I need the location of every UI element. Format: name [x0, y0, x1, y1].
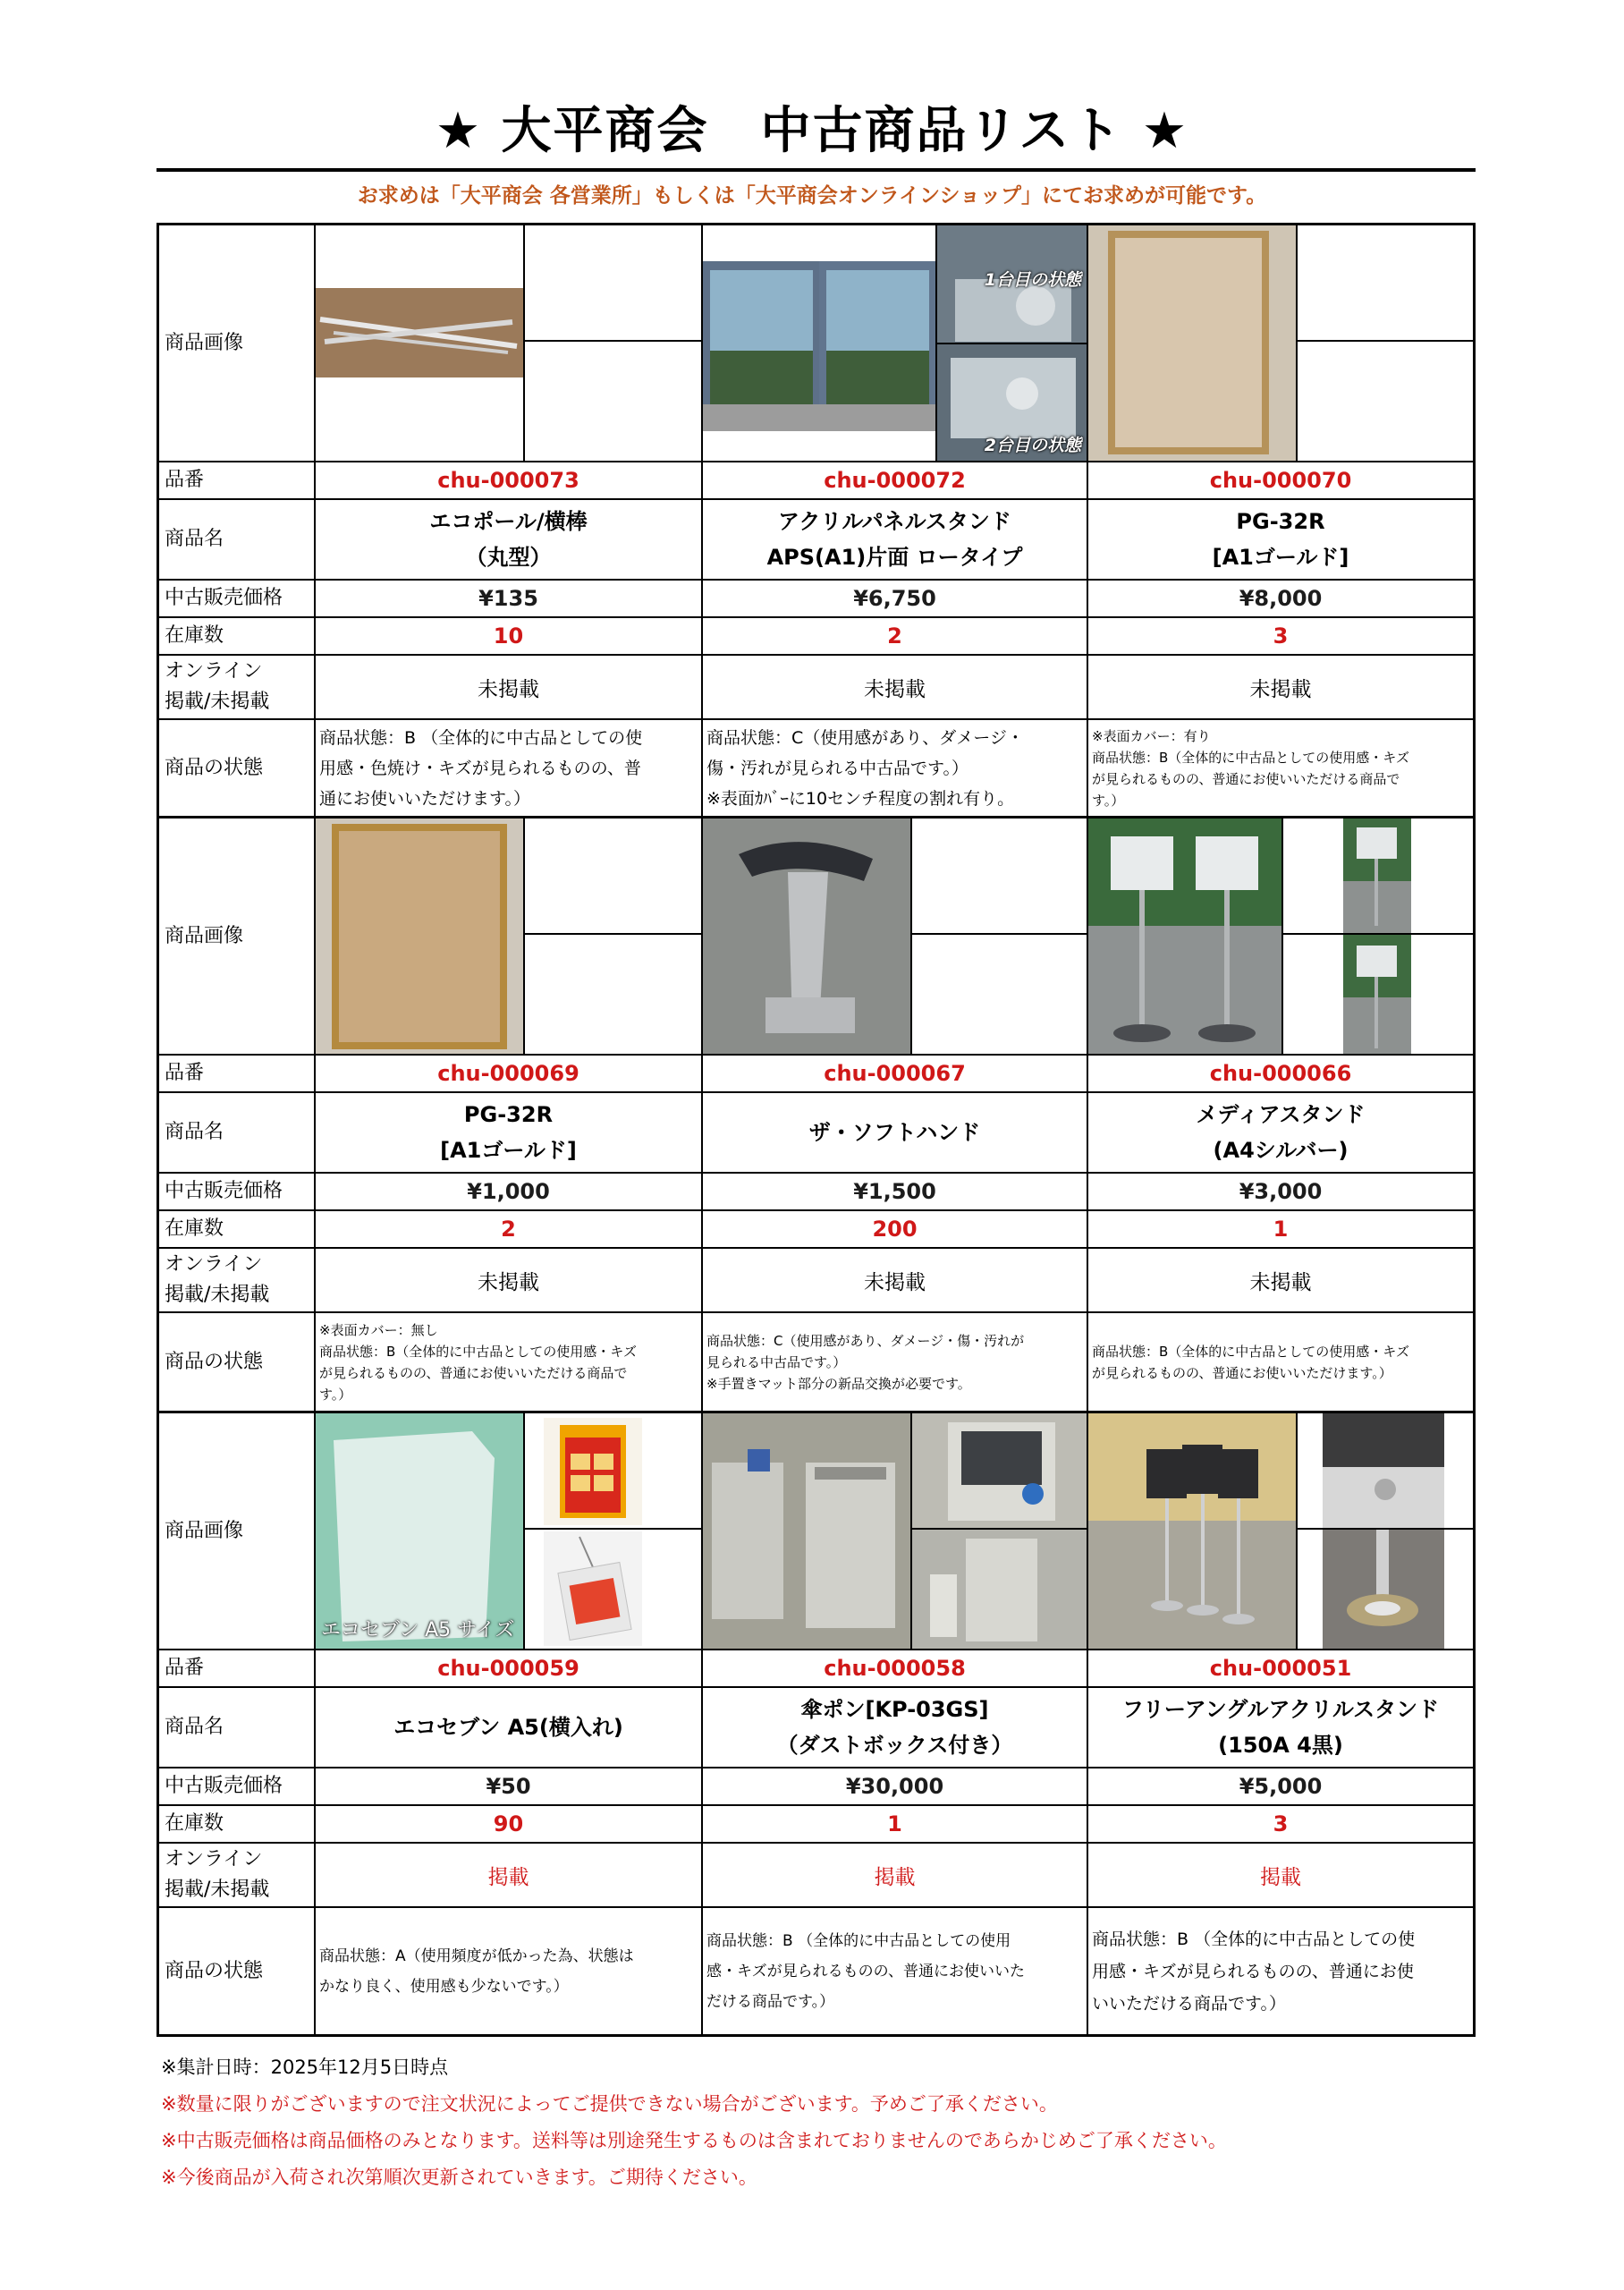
label-stock: 在庫数: [159, 1805, 315, 1843]
product-online-status: 未掲載: [702, 655, 1087, 719]
label-name: 商品名: [159, 1092, 315, 1173]
product-name: [315, 499, 702, 580]
label-price: 中古販売価格: [159, 580, 315, 617]
product-image-cell: [315, 818, 702, 1055]
condition-line: 通にお使いいただけます。）: [319, 788, 530, 809]
page-subtitle: お求めは「大平商会 各営業所」もしくは「大平商会オンラインショップ」にてお求めが可能です。: [357, 184, 1267, 208]
condition-line: ※表面ｶﾊﾞｰに10センチ程度の割れ有り。: [706, 788, 1015, 809]
product-online-status: 掲載: [702, 1843, 1087, 1907]
condition-line: 感・キズが見られるものの、普通にお使いいた: [706, 1962, 1025, 1980]
condition-line: 商品状態：B（全体的に中古品としての使用感・キズ: [319, 1343, 637, 1360]
condition-line: が見られるものの、普通にお使いいただけます。）: [1092, 1364, 1392, 1381]
product-name-line: エコセブン A5(横入れ): [393, 1715, 623, 1740]
label-image: 商品画像: [159, 818, 315, 1055]
label-online-line1: オンライン: [165, 1253, 263, 1276]
note-updates: ※今後商品が入荷され次第順次更新されていきます。ご期待ください。: [161, 2167, 757, 2188]
product-price: ¥8,000: [1087, 580, 1473, 617]
product-price: ¥30,000: [702, 1768, 1087, 1805]
product-condition: [1087, 1907, 1473, 2034]
product-photo: [1323, 1413, 1444, 1528]
product-name-line: (150A 4黒): [1218, 1733, 1343, 1758]
product-image-cell: [702, 818, 1087, 1055]
product-image-cell: [702, 225, 1087, 462]
label-online: [159, 655, 315, 719]
product-name: [1087, 1687, 1473, 1768]
product-image-cell: [1087, 225, 1473, 462]
product-photo: [1088, 818, 1281, 1055]
product-photo: [544, 1531, 642, 1646]
condition-line: 見られる中古品です。）: [706, 1353, 847, 1370]
product-stock: 2: [702, 617, 1087, 655]
product-photo: [937, 225, 1087, 343]
condition-line: 傷・汚れが見られる中古品です。）: [706, 758, 968, 778]
product-stock: 10: [315, 617, 702, 655]
product-photo: [1343, 935, 1411, 1055]
product-condition: [1087, 1312, 1473, 1411]
product-name: [315, 1092, 702, 1173]
product-name: [702, 1092, 1087, 1173]
product-code: chu-000072: [702, 462, 1087, 499]
condition-line: 商品状態：B （全体的に中古品としての使: [319, 727, 643, 748]
product-photo: [316, 1413, 523, 1650]
product-online-status: 未掲載: [1087, 655, 1473, 719]
product-photo: [937, 344, 1087, 462]
product-code: chu-000051: [1087, 1650, 1473, 1687]
product-photo: [912, 1413, 1087, 1528]
product-stock: 1: [1087, 1210, 1473, 1248]
product-name-line: アクリルパネルスタンド: [778, 509, 1011, 534]
condition-line: 用感・キズが見られるものの、普通にお使: [1092, 1961, 1414, 1981]
product-price: ¥50: [315, 1768, 702, 1805]
condition-line: ※手置きマット部分の新品交換が必要です。: [706, 1375, 971, 1392]
photo-caption: 2台目の状態: [984, 436, 1081, 455]
product-name-line: (A4シルバー): [1213, 1138, 1349, 1163]
product-name-line: [A1ゴールド]: [440, 1138, 577, 1163]
photo-caption: 1台目の状態: [984, 270, 1081, 290]
label-code: 品番: [159, 1650, 315, 1687]
condition-line: だける商品です。）: [706, 1992, 835, 2011]
condition-line: 商品状態：B （全体的に中古品としての使用: [706, 1931, 1011, 1950]
condition-line: 商品状態：B （全体的に中古品としての使: [1092, 1929, 1416, 1949]
condition-line: ※表面カバー：有り: [1092, 727, 1211, 744]
label-image: 商品画像: [159, 225, 315, 462]
photo-caption: エコセブン A5 サイズ: [321, 1619, 515, 1641]
label-name: 商品名: [159, 1687, 315, 1768]
product-image-cell: [1087, 818, 1473, 1055]
label-price: 中古販売価格: [159, 1768, 315, 1805]
product-list: [156, 223, 1476, 2037]
product-code: chu-000073: [315, 462, 702, 499]
label-condition: 商品の状態: [159, 1312, 315, 1411]
product-price: ¥1,500: [702, 1173, 1087, 1210]
condition-line: す。）: [1092, 792, 1125, 809]
product-online-status: 未掲載: [1087, 1248, 1473, 1312]
product-condition: [315, 1907, 702, 2034]
product-photo: [544, 1418, 642, 1525]
product-block-3: [159, 1413, 1473, 2034]
product-online-status: 掲載: [1087, 1843, 1473, 1907]
label-image: 商品画像: [159, 1413, 315, 1650]
product-photo: [703, 1413, 910, 1650]
product-name: [1087, 499, 1473, 580]
product-photo: [703, 225, 935, 462]
product-online-status: 未掲載: [702, 1248, 1087, 1312]
product-name-line: エコポール/横棒: [429, 509, 588, 534]
label-online-line2: 掲載/未掲載: [165, 1284, 270, 1306]
condition-line: 商品状態：C（使用感があり、ダメージ・: [706, 727, 1024, 748]
condition-line: 用感・色焼け・キズが見られるものの、普: [319, 758, 641, 778]
label-online-line2: 掲載/未掲載: [165, 691, 270, 713]
label-condition: 商品の状態: [159, 719, 315, 816]
label-code: 品番: [159, 1055, 315, 1092]
label-price: 中古販売価格: [159, 1173, 315, 1210]
product-name: [702, 499, 1087, 580]
product-image-cell: [702, 1413, 1087, 1650]
label-name: 商品名: [159, 499, 315, 580]
note-shipping: ※中古販売価格は商品価格のみとなります。送料等は別途発生するものは含まれておりませんのであらかじめご了承ください。: [161, 2130, 1227, 2151]
product-condition: [315, 719, 702, 816]
product-code: chu-000058: [702, 1650, 1087, 1687]
condition-line: が見られるものの、普通にお使いいただける商品で: [1092, 770, 1400, 787]
product-photo: [1343, 818, 1411, 933]
product-online-status: 未掲載: [315, 655, 702, 719]
note-quantity: ※数量に限りがございますので注文状況によってご提供できない場合がございます。予めご了承ください。: [161, 2093, 1058, 2115]
product-name-line: [A1ゴールド]: [1212, 545, 1349, 570]
condition-line: が見られるものの、普通にお使いいただける商品で: [319, 1364, 628, 1381]
product-block-1: [159, 225, 1473, 818]
product-condition: [702, 1312, 1087, 1411]
product-photo: [1323, 1530, 1444, 1650]
product-name-line: APS(A1)片面 ロータイプ: [766, 545, 1023, 570]
product-price: ¥6,750: [702, 580, 1087, 617]
product-price: ¥1,000: [315, 1173, 702, 1210]
product-name-line: PG-32R: [1236, 509, 1325, 534]
note-date: ※集計日時：2025年12月5日時点: [161, 2057, 449, 2078]
product-name-line: ザ・ソフトハンド: [808, 1120, 981, 1145]
product-name-line: （丸型）: [465, 545, 552, 570]
condition-line: す。）: [319, 1386, 352, 1403]
label-online: [159, 1843, 315, 1907]
label-condition: 商品の状態: [159, 1907, 315, 2034]
product-stock: 200: [702, 1210, 1087, 1248]
footer-notes: [161, 2049, 1502, 2196]
product-condition: [702, 719, 1087, 816]
label-stock: 在庫数: [159, 617, 315, 655]
product-code: chu-000069: [315, 1055, 702, 1092]
product-name-line: （ダストボックス付き）: [776, 1733, 1013, 1758]
product-stock: 3: [1087, 1805, 1473, 1843]
product-photo: [316, 818, 523, 1055]
product-code: chu-000067: [702, 1055, 1087, 1092]
label-online: [159, 1248, 315, 1312]
condition-line: ※表面カバー：無し: [319, 1321, 438, 1338]
product-photo: [1088, 225, 1296, 462]
product-stock: 2: [315, 1210, 702, 1248]
product-image-cell: [315, 225, 702, 462]
product-name-line: PG-32R: [463, 1102, 554, 1127]
product-photo: [703, 818, 910, 1055]
product-name-line: 傘ポン[KP-03GS]: [800, 1697, 989, 1722]
condition-line: 商品状態：B（全体的に中古品としての使用感・キズ: [1092, 1343, 1409, 1360]
product-photo: [912, 1530, 1087, 1650]
product-photo: [316, 225, 523, 462]
product-image-cell: [1087, 1413, 1473, 1650]
product-code: chu-000066: [1087, 1055, 1473, 1092]
product-condition: [315, 1312, 702, 1411]
label-online-line2: 掲載/未掲載: [165, 1879, 270, 1901]
product-online-status: 未掲載: [315, 1248, 702, 1312]
condition-line: 商品状態：A（使用頻度が低かった為、状態は: [319, 1946, 634, 1965]
label-online-line1: オンライン: [165, 1848, 263, 1870]
product-name: [1087, 1092, 1473, 1173]
product-price: ¥5,000: [1087, 1768, 1473, 1805]
product-online-status: 掲載: [315, 1843, 702, 1907]
condition-line: いいただける商品です。）: [1092, 1993, 1286, 2014]
product-name: [702, 1687, 1087, 1768]
label-stock: 在庫数: [159, 1210, 315, 1248]
condition-line: かなり良く、使用感も少ないです。）: [319, 1977, 569, 1996]
product-block-2: [159, 818, 1473, 1413]
title-underline: [156, 168, 1476, 172]
product-name-line: フリーアングルアクリルスタンド: [1121, 1697, 1440, 1722]
product-image-cell: [315, 1413, 702, 1650]
product-stock: 3: [1087, 617, 1473, 655]
product-stock: 1: [702, 1805, 1087, 1843]
product-code: chu-000070: [1087, 462, 1473, 499]
product-name: [315, 1687, 702, 1768]
label-code: 品番: [159, 462, 315, 499]
product-price: ¥135: [315, 580, 702, 617]
product-name-line: メディアスタンド: [1196, 1102, 1366, 1127]
product-stock: 90: [315, 1805, 702, 1843]
product-condition: [702, 1907, 1087, 2034]
product-code: chu-000059: [315, 1650, 702, 1687]
condition-line: 商品状態：B（全体的に中古品としての使用感・キズ: [1092, 749, 1409, 766]
product-price: ¥3,000: [1087, 1173, 1473, 1210]
product-condition: [1087, 719, 1473, 816]
condition-line: 商品状態：C（使用感があり、ダメージ・傷・汚れが: [706, 1332, 1025, 1349]
product-photo: [1088, 1413, 1296, 1650]
label-online-line1: オンライン: [165, 660, 263, 683]
page-title: ★ 大平商会 中古商品リスト ★: [435, 102, 1189, 160]
